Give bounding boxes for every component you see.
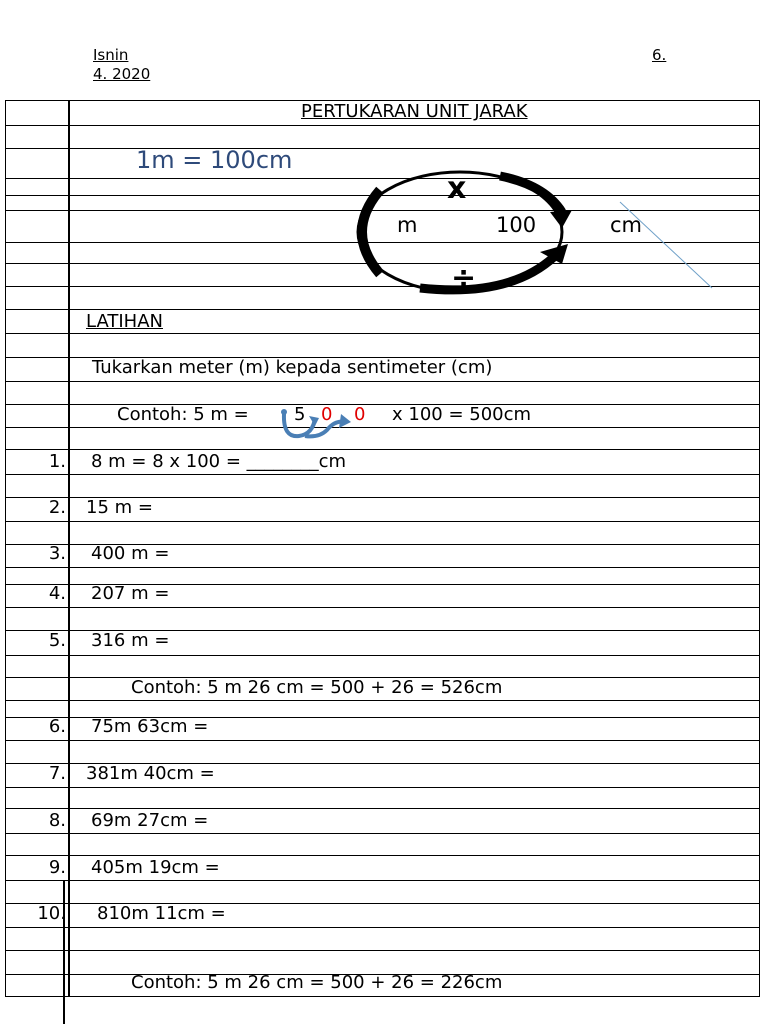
example1-zero1: 0 (321, 404, 333, 425)
q3-number: 3. (48, 543, 66, 564)
ruled-line (5, 808, 760, 809)
date-part1: 6. (652, 46, 667, 64)
q1-text: 8 m = 8 x 100 = ________cm (91, 451, 347, 472)
page-title: PERTUKARAN UNIT JARAK (301, 101, 528, 122)
instruction: Tukarkan meter (m) kepada sentimeter (cm) (92, 357, 493, 378)
left-unit-label: m (397, 213, 418, 237)
ruled-line (5, 655, 760, 656)
formula: 1m = 100cm (136, 146, 293, 174)
q2-text: 15 m = (86, 497, 153, 518)
ruled-line (5, 333, 760, 334)
q6-number: 6. (48, 716, 66, 737)
q3-text: 400 m = (91, 543, 170, 564)
example2: Contoh: 5 m 26 cm = 500 + 26 = 526cm (131, 677, 503, 698)
section-label: LATIHAN (86, 311, 163, 332)
q5-text: 316 m = (91, 630, 170, 651)
example1-suffix: x 100 = 500cm (392, 404, 532, 425)
q9-text: 405m 19cm = (91, 857, 220, 878)
ruled-line (5, 787, 760, 788)
ruled-line (5, 950, 760, 951)
ruled-line (5, 833, 760, 834)
diagonal-stroke (620, 202, 712, 288)
right-unit-label: cm (610, 213, 643, 237)
ruled-line (5, 309, 760, 310)
q6-text: 75m 63cm = (91, 716, 209, 737)
ruled-line (5, 740, 760, 741)
margin-line-lower (63, 880, 65, 1024)
carry-arrows-icon (275, 408, 355, 442)
multiply-icon: x (447, 171, 467, 206)
q5-number: 5. (48, 630, 66, 651)
day-label: Isnin (93, 46, 129, 64)
example3: Contoh: 5 m 26 cm = 500 + 26 = 226cm (131, 972, 503, 993)
factor-label: 100 (496, 213, 537, 237)
ruled-line (5, 381, 760, 382)
ruled-line (5, 607, 760, 608)
ruled-line (5, 700, 760, 701)
q1-number: 1. (48, 451, 66, 472)
ruled-line (5, 125, 760, 126)
example1-prefix: Contoh: 5 m = (117, 404, 249, 425)
q9-number: 9. (48, 857, 66, 878)
ruled-line (5, 567, 760, 568)
q8-text: 69m 27cm = (91, 810, 209, 831)
q10-number: 10. (37, 903, 66, 924)
ruled-line (5, 880, 760, 881)
margin-line (68, 100, 70, 997)
ruled-line (5, 427, 760, 428)
ruled-line (5, 474, 760, 475)
ruled-line (5, 855, 760, 856)
q8-number: 8. (48, 810, 66, 831)
arrow-right-icon (550, 210, 572, 228)
ruled-line (5, 521, 760, 522)
q2-number: 2. (48, 497, 66, 518)
ruled-line (5, 148, 760, 149)
q4-text: 207 m = (91, 583, 170, 604)
divide-icon: ÷ (451, 261, 477, 296)
q4-number: 4. (48, 583, 66, 604)
example1-digit: 5 (294, 404, 306, 425)
q10-text: 810m 11cm = (97, 903, 226, 924)
ruled-line (5, 927, 760, 928)
conversion-diagram (340, 160, 730, 300)
date-part2: 4. 2020 (93, 65, 151, 83)
q7-text: 381m 40cm = (86, 763, 215, 784)
example1-zero2: 0 (354, 404, 366, 425)
ruled-line (5, 449, 760, 450)
q7-number: 7. (48, 763, 66, 784)
